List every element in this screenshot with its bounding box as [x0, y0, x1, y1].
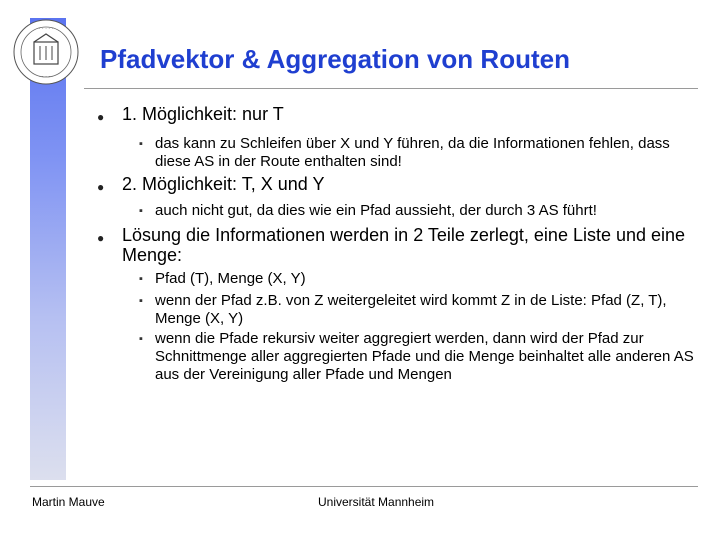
bullet-3-sub-2: wenn der Pfad z.B. von Z weitergeleitet wird kommt Z in de Liste: Pfad (Z, T), Menge (X, Y) [155, 292, 667, 327]
title-divider [84, 88, 698, 89]
bullet-3-sub-3: wenn die Pfade rekursiv weiter aggregiert werden, dann wird der Pfad zur Schnittmenge aller aggregierten Pfade und die Menge beinhaltet alle anderen AS aus der Vereinigung aller Pfade und Mengen [155, 330, 694, 383]
university-seal-logo [12, 18, 80, 86]
bullet-2-text: 2. Möglichkeit: T, X und Y [122, 174, 325, 194]
sub-bullet-square: ▪ [139, 273, 143, 285]
sub-bullet-square: ▪ [139, 205, 143, 217]
footer-author: Martin Mauve [32, 495, 105, 509]
bullet-dot: ● [97, 180, 105, 194]
bullet-3-text: Lösung die Informationen werden in 2 Teile zerlegt, eine Liste und eine Menge: [122, 225, 686, 265]
bullet-1-text: 1. Möglichkeit: nur T [122, 104, 284, 124]
sub-bullet-square: ▪ [139, 295, 143, 307]
bullet-2-sub-1: auch nicht gut, da dies wie ein Pfad aussieht, der durch 3 AS führt! [155, 202, 597, 219]
footer-divider [30, 486, 698, 487]
bullet-dot: ● [97, 110, 105, 124]
footer-institution: Universität Mannheim [318, 495, 435, 509]
sub-bullet-square: ▪ [139, 138, 143, 150]
bullet-1-sub-1: das kann zu Schleifen über X und Y führen, da die Informationen fehlen, dass diese AS in der Route enthalten sind! [155, 135, 670, 170]
bullet-dot: ● [97, 231, 105, 245]
side-accent-bar [30, 18, 66, 480]
svg-text:· · · · ·: · · · · · [38, 74, 54, 80]
bullet-3-sub-1: Pfad (T), Menge (X, Y) [155, 270, 306, 287]
page-title: Pfadvektor & Aggregation von Routen [100, 44, 570, 74]
svg-text:· · · · ·: · · · · · [38, 26, 54, 32]
sub-bullet-square: ▪ [139, 333, 143, 345]
